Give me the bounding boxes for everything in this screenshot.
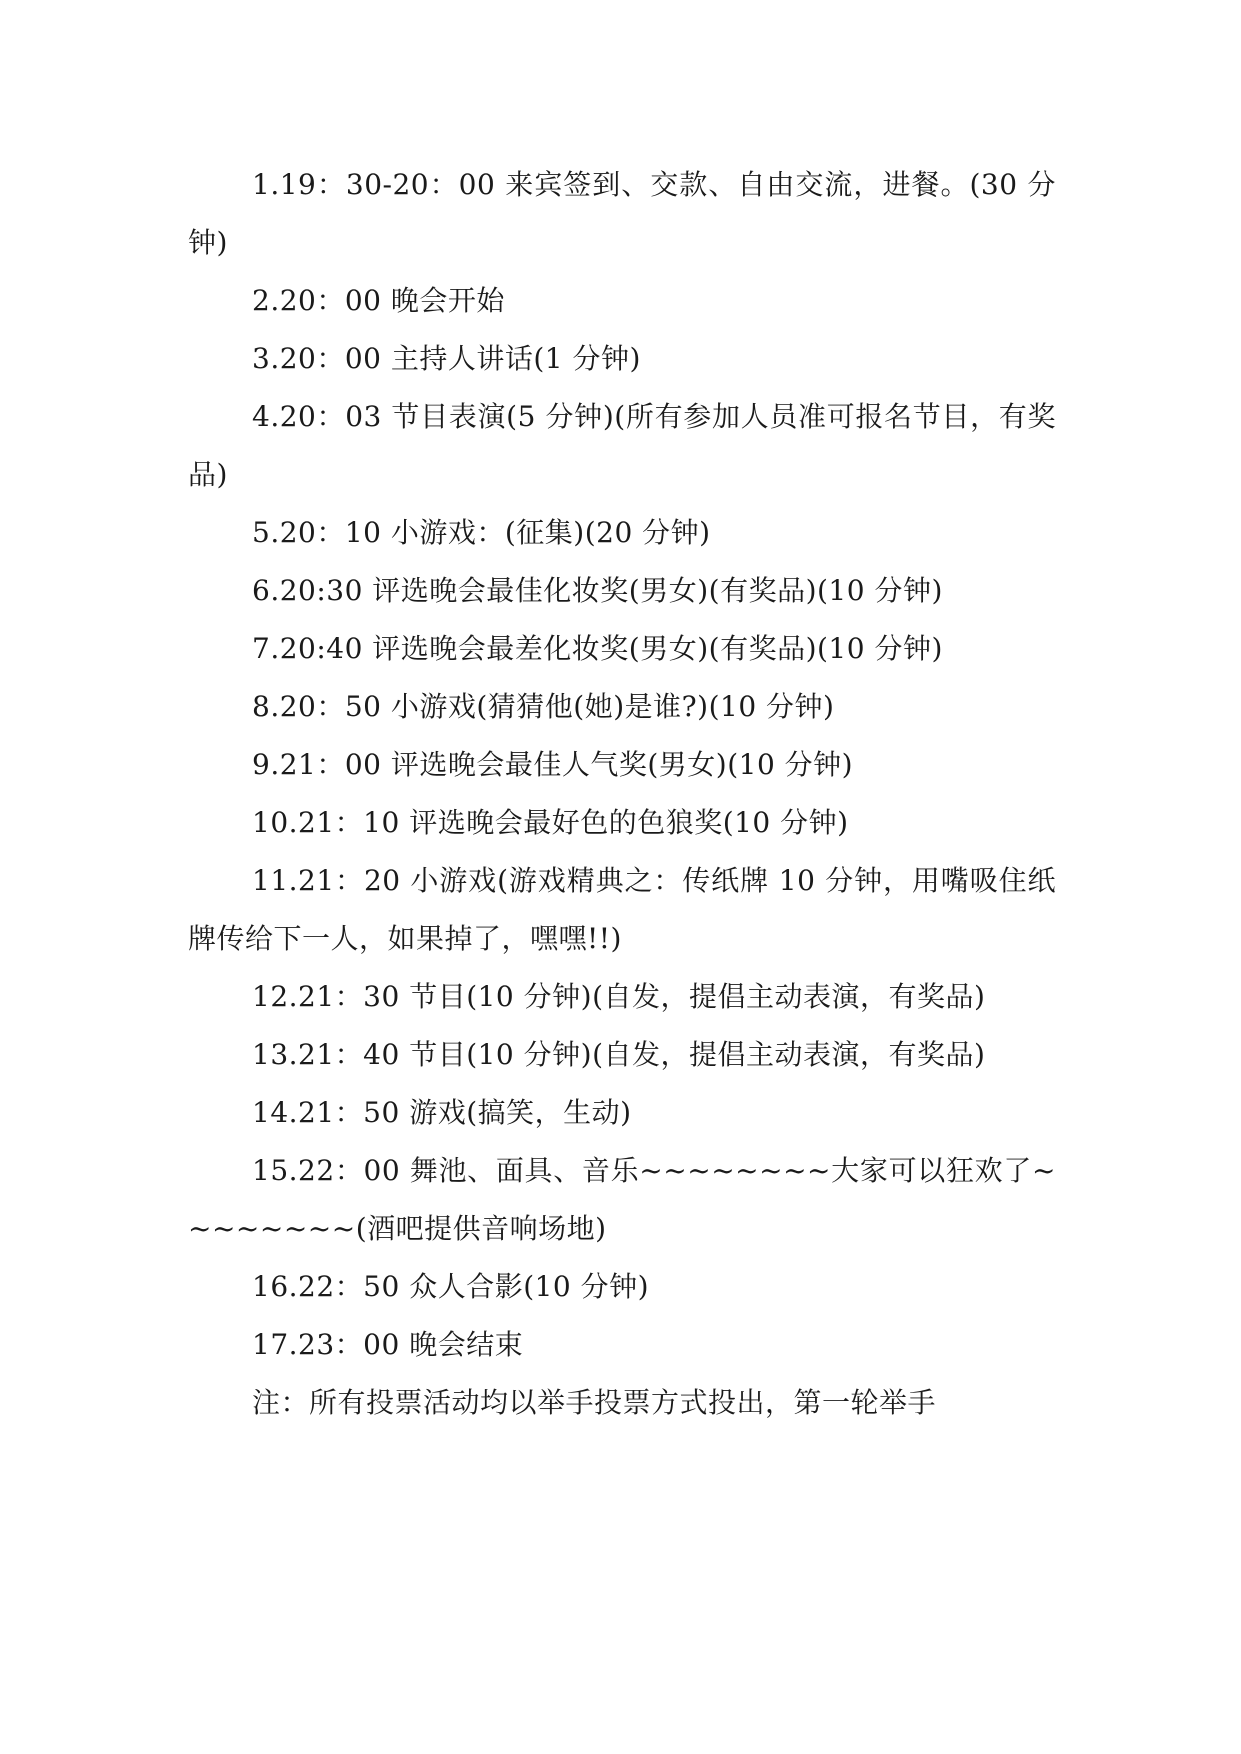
voting-note: 注：所有投票活动均以举手投票方式投出，第一轮举手 — [252, 1386, 937, 1419]
document-body — [188, 156, 1056, 1432]
schedule-item-1: 1.19：30-20：00 来宾签到、交款、自由交流，进餐。(30 分钟) — [188, 168, 1056, 259]
schedule-item-8: 8.20：50 小游戏(猜猜他(她)是谁?)(10 分钟) — [252, 690, 835, 723]
schedule-item-17: 17.23：00 晚会结束 — [252, 1328, 524, 1361]
schedule-item-15: 15.22：00 舞池、面具、音乐~~~~~~~~大家可以狂欢了~~~~~~~~(酒吧提供音响场地) — [188, 1154, 1056, 1245]
schedule-item-11: 11.21：20 小游戏(游戏精典之：传纸牌 10 分钟，用嘴吸住纸牌传给下一人，如果掉了，嘿嘿!!) — [188, 864, 1056, 955]
schedule-item-16: 16.22：50 众人合影(10 分钟) — [252, 1270, 650, 1303]
schedule-item-2: 2.20：00 晚会开始 — [252, 284, 505, 317]
schedule-item-9: 9.21：00 评选晚会最佳人气奖(男女)(10 分钟) — [252, 748, 854, 781]
schedule-item-10: 10.21：10 评选晚会最好色的色狼奖(10 分钟) — [252, 806, 849, 839]
schedule-item-4: 4.20：03 节目表演(5 分钟)(所有参加人员准可报名节目，有奖品) — [188, 400, 1056, 491]
schedule-item-6: 6.20:30 评选晚会最佳化妆奖(男女)(有奖品)(10 分钟) — [252, 574, 943, 607]
schedule-item-5: 5.20：10 小游戏：(征集)(20 分钟) — [252, 516, 711, 549]
schedule-item-13: 13.21：40 节目(10 分钟)(自发，提倡主动表演，有奖品) — [252, 1038, 986, 1071]
schedule-item-12: 12.21：30 节目(10 分钟)(自发，提倡主动表演，有奖品) — [252, 980, 986, 1013]
schedule-item-14: 14.21：50 游戏(搞笑，生动) — [252, 1096, 632, 1129]
schedule-item-7: 7.20:40 评选晚会最差化妆奖(男女)(有奖品)(10 分钟) — [252, 632, 943, 665]
schedule-item-3: 3.20：00 主持人讲话(1 分钟) — [252, 342, 641, 375]
